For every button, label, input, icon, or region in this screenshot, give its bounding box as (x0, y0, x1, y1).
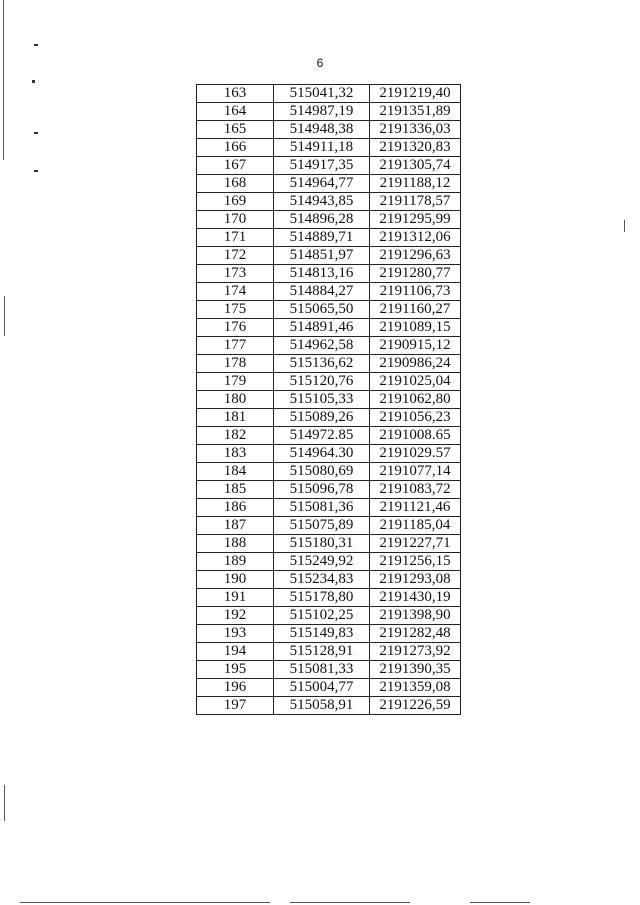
table-row (197, 679, 461, 697)
table-row (197, 175, 461, 193)
cell-point-number: 196 (197, 679, 274, 697)
cell-point-number: 171 (197, 229, 274, 247)
cell-y-coordinate: 2191077,14 (370, 463, 461, 481)
cell-point-number: 178 (197, 355, 274, 373)
cell-y-coordinate: 2191188,12 (370, 175, 461, 193)
cell-y-coordinate: 2191089,15 (370, 319, 461, 337)
cell-x-coordinate: 514962,58 (274, 337, 370, 355)
cell-x-coordinate: 515058,91 (274, 697, 370, 715)
cell-x-coordinate: 515004,77 (274, 679, 370, 697)
cell-x-coordinate: 514964,77 (274, 175, 370, 193)
cell-point-number: 186 (197, 499, 274, 517)
cell-x-coordinate: 515089,26 (274, 409, 370, 427)
cell-y-coordinate: 2191430,19 (370, 589, 461, 607)
cell-x-coordinate: 514851,97 (274, 247, 370, 265)
cell-y-coordinate: 2190915,12 (370, 337, 461, 355)
table-row (197, 337, 461, 355)
cell-x-coordinate: 514948,38 (274, 121, 370, 139)
cell-point-number: 168 (197, 175, 274, 193)
cell-x-coordinate: 514972.85 (274, 427, 370, 445)
cell-y-coordinate: 2191025,04 (370, 373, 461, 391)
cell-point-number: 192 (197, 607, 274, 625)
table-row (197, 355, 461, 373)
cell-point-number: 163 (197, 85, 274, 103)
cell-point-number: 172 (197, 247, 274, 265)
table-row (197, 535, 461, 553)
coordinates-table (196, 84, 461, 715)
cell-x-coordinate: 515041,32 (274, 85, 370, 103)
table-row (197, 697, 461, 715)
table-row (197, 139, 461, 157)
cell-y-coordinate: 2191312,06 (370, 229, 461, 247)
cell-y-coordinate: 2191219,40 (370, 85, 461, 103)
cell-point-number: 188 (197, 535, 274, 553)
cell-y-coordinate: 2190986,24 (370, 355, 461, 373)
cell-y-coordinate: 2191256,15 (370, 553, 461, 571)
cell-point-number: 165 (197, 121, 274, 139)
cell-y-coordinate: 2191008.65 (370, 427, 461, 445)
cell-x-coordinate: 515136,62 (274, 355, 370, 373)
cell-point-number: 173 (197, 265, 274, 283)
cell-point-number: 190 (197, 571, 274, 589)
cell-x-coordinate: 515105,33 (274, 391, 370, 409)
cell-x-coordinate: 515096,78 (274, 481, 370, 499)
cell-point-number: 166 (197, 139, 274, 157)
table-row (197, 211, 461, 229)
cell-y-coordinate: 2191056,23 (370, 409, 461, 427)
cell-point-number: 191 (197, 589, 274, 607)
table-row (197, 301, 461, 319)
cell-x-coordinate: 514917,35 (274, 157, 370, 175)
cell-y-coordinate: 2191351,89 (370, 103, 461, 121)
cell-point-number: 167 (197, 157, 274, 175)
cell-x-coordinate: 515180,31 (274, 535, 370, 553)
cell-x-coordinate: 514943,85 (274, 193, 370, 211)
page-number: 6 (316, 56, 324, 70)
table-row (197, 463, 461, 481)
cell-point-number: 194 (197, 643, 274, 661)
cell-y-coordinate: 2191336,03 (370, 121, 461, 139)
table-row (197, 283, 461, 301)
cell-x-coordinate: 515120,76 (274, 373, 370, 391)
cell-point-number: 184 (197, 463, 274, 481)
cell-y-coordinate: 2191320,83 (370, 139, 461, 157)
scan-mark (32, 80, 35, 83)
cell-x-coordinate: 515081,36 (274, 499, 370, 517)
cell-point-number: 181 (197, 409, 274, 427)
right-edge-mark (624, 220, 625, 232)
cell-x-coordinate: 515249,92 (274, 553, 370, 571)
table-row (197, 85, 461, 103)
table-row (197, 373, 461, 391)
cell-x-coordinate: 514911,18 (274, 139, 370, 157)
cell-y-coordinate: 2191160,27 (370, 301, 461, 319)
table-row (197, 661, 461, 679)
table-row (197, 121, 461, 139)
cell-x-coordinate: 515075,89 (274, 517, 370, 535)
cell-x-coordinate: 515065,50 (274, 301, 370, 319)
cell-x-coordinate: 514891,46 (274, 319, 370, 337)
cell-y-coordinate: 2191293,08 (370, 571, 461, 589)
table-row (197, 427, 461, 445)
cell-point-number: 183 (197, 445, 274, 463)
table-row (197, 409, 461, 427)
table-row (197, 391, 461, 409)
cell-y-coordinate: 2191390,35 (370, 661, 461, 679)
cell-y-coordinate: 2191359,08 (370, 679, 461, 697)
cell-point-number: 176 (197, 319, 274, 337)
cell-point-number: 179 (197, 373, 274, 391)
cell-x-coordinate: 514896,28 (274, 211, 370, 229)
cell-point-number: 189 (197, 553, 274, 571)
table-row (197, 625, 461, 643)
bottom-edge-line (470, 902, 530, 903)
cell-y-coordinate: 2191305,74 (370, 157, 461, 175)
table-row (197, 193, 461, 211)
cell-x-coordinate: 514987,19 (274, 103, 370, 121)
table-row (197, 229, 461, 247)
bottom-edge-line (290, 902, 410, 903)
cell-point-number: 195 (197, 661, 274, 679)
cell-y-coordinate: 2191106,73 (370, 283, 461, 301)
cell-y-coordinate: 2191227,71 (370, 535, 461, 553)
cell-point-number: 185 (197, 481, 274, 499)
table-row (197, 481, 461, 499)
cell-y-coordinate: 2191083,72 (370, 481, 461, 499)
table-row (197, 517, 461, 535)
scan-mark (34, 132, 38, 134)
cell-x-coordinate: 515128,91 (274, 643, 370, 661)
cell-y-coordinate: 2191295,99 (370, 211, 461, 229)
cell-y-coordinate: 2191398,90 (370, 607, 461, 625)
cell-y-coordinate: 2191062,80 (370, 391, 461, 409)
cell-point-number: 180 (197, 391, 274, 409)
scan-mark (34, 44, 38, 46)
table-row (197, 553, 461, 571)
cell-point-number: 175 (197, 301, 274, 319)
cell-x-coordinate: 514884,27 (274, 283, 370, 301)
cell-x-coordinate: 515149,83 (274, 625, 370, 643)
cell-point-number: 197 (197, 697, 274, 715)
table-row (197, 103, 461, 121)
table-row (197, 265, 461, 283)
cell-x-coordinate: 514964.30 (274, 445, 370, 463)
cell-x-coordinate: 515080,69 (274, 463, 370, 481)
bottom-edge-line (20, 902, 270, 903)
left-edge-line (3, 0, 4, 160)
cell-y-coordinate: 2191185,04 (370, 517, 461, 535)
cell-y-coordinate: 2191280,77 (370, 265, 461, 283)
cell-x-coordinate: 514889,71 (274, 229, 370, 247)
table-row (197, 589, 461, 607)
cell-x-coordinate: 514813,16 (274, 265, 370, 283)
table-row (197, 157, 461, 175)
cell-y-coordinate: 2191273,92 (370, 643, 461, 661)
cell-point-number: 182 (197, 427, 274, 445)
cell-point-number: 193 (197, 625, 274, 643)
table-row (197, 643, 461, 661)
cell-point-number: 177 (197, 337, 274, 355)
cell-y-coordinate: 2191282,48 (370, 625, 461, 643)
left-edge-line (4, 785, 5, 821)
cell-y-coordinate: 2191121,46 (370, 499, 461, 517)
table-row (197, 445, 461, 463)
cell-y-coordinate: 2191178,57 (370, 193, 461, 211)
table-row (197, 499, 461, 517)
cell-x-coordinate: 515081,33 (274, 661, 370, 679)
cell-y-coordinate: 2191029.57 (370, 445, 461, 463)
table-row (197, 571, 461, 589)
cell-point-number: 170 (197, 211, 274, 229)
table-row (197, 319, 461, 337)
cell-point-number: 187 (197, 517, 274, 535)
cell-x-coordinate: 515234,83 (274, 571, 370, 589)
cell-x-coordinate: 515178,80 (274, 589, 370, 607)
scan-mark (34, 170, 38, 172)
cell-y-coordinate: 2191226,59 (370, 697, 461, 715)
cell-x-coordinate: 515102,25 (274, 607, 370, 625)
left-edge-line (4, 296, 5, 336)
cell-point-number: 164 (197, 103, 274, 121)
cell-y-coordinate: 2191296,63 (370, 247, 461, 265)
cell-point-number: 174 (197, 283, 274, 301)
table-row (197, 247, 461, 265)
coordinates-table-body (197, 85, 461, 715)
cell-point-number: 169 (197, 193, 274, 211)
table-row (197, 607, 461, 625)
